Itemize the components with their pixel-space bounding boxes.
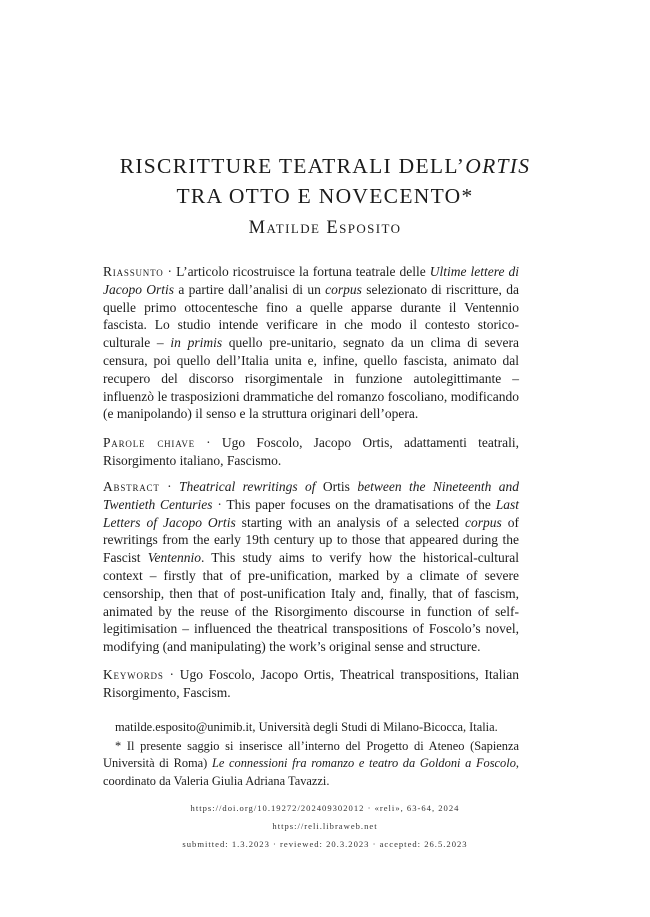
footnote-star — [103, 738, 519, 790]
author-name: Matilde Esposito — [248, 218, 402, 238]
abstract-text: of rewritings from the early 19th century up to those that appeared during the Fascist — [103, 514, 519, 566]
footnote-italic: Le connessioni fra romanzo e teatro da Goldoni a Foscolo — [211, 756, 516, 771]
riassunto-italic: corpus — [325, 281, 362, 297]
footnote-text: * Il presente saggio si inserisce all’interno del Progetto di Ateneo (Sapienza Università di Roma) — [103, 739, 519, 771]
parole-chiave-label: Parole chiave — [103, 435, 195, 450]
separator: · — [163, 667, 180, 682]
abstract-title-italic: Theatrical rewritings of — [178, 479, 316, 494]
abstract-title-italic: between the Nineteenth and Twentieth Centuries — [103, 479, 519, 512]
footnote-text: , coordinato da Valeria Giulia Adriana Tavazzi. — [103, 756, 519, 788]
parole-chiave-text: Ugo Foscolo, Jacopo Ortis, adattamenti teatrali, Risorgimento italiano, Fascismo. — [103, 435, 519, 468]
article-title-line-2: TRA OTTO E NOVECENTO* — [176, 184, 474, 208]
journal-url: https://reli.libraweb.net — [272, 821, 378, 831]
riassunto-italic: Ultime lettere di Jacopo Ortis — [103, 264, 519, 297]
abstract-text: . This study aims to verify how the historical-cultural context – firstly that of pre-unification, marked by a climate of severe censorship, then that of post-unification Italy and, finally, that of fascism, animated by the reuse of the Risorgimento discourse in function of self-legitimisation – influenced the theatrical transpositions of Foscolo’s novel, modifying (and manipulating) the work’s original sense and structure. — [103, 550, 519, 655]
abstract-title-plain: Ortis — [315, 479, 358, 494]
abstract-label: Abstract — [103, 479, 160, 494]
abstract-italic: Ventennio — [147, 550, 201, 566]
doi-line: https://doi.org/10.19272/202409302012 · «reli», 63-64, 2024 — [190, 803, 460, 813]
separator: · — [194, 435, 222, 450]
submission-dates: submitted: 1.3.2023 · reviewed: 20.3.2023 · accepted: 26.5.2023 — [182, 839, 468, 849]
riassunto-text: selezionato di riscritture, da quelle primo ottocentesche fino a quelle apparse durante il Ventennio fascista. Lo studio intende verificare in che modo il contesto storico-culturale – — [103, 281, 519, 351]
title-text: RISCRITTURE TEATRALI DELL’ — [119, 154, 466, 178]
riassunto-label: Riassunto — [103, 264, 164, 279]
parole-chiave-paragraph — [103, 434, 519, 470]
separator: · — [159, 479, 179, 494]
author-affiliation-note: matilde.esposito@unimib.it, Università degli Studi di Milano-Bicocca, Italia. — [115, 720, 498, 734]
abstract-paragraph — [103, 478, 519, 656]
abstract-italic: corpus — [465, 514, 502, 530]
keywords-text: Ugo Foscolo, Jacopo Ortis, Theatrical transpositions, Italian Risorgimento, Fascism. — [103, 667, 519, 700]
article-title-line-1 — [0, 151, 650, 181]
separator: · — [163, 264, 177, 279]
riassunto-text: L’articolo ricostruisce la fortuna teatrale delle — [176, 264, 430, 279]
riassunto-paragraph — [103, 263, 519, 423]
riassunto-text: quello pre-unitario, segnato da un clima di severa censura, poi quello dell’Italia unita e, infine, quello fascista, animato dal recupero del discorso risorgimentale in funzione autolegittimante – influenzò le trasposizioni drammatiche del romanzo foscoliano, modificando (e manipolando) il senso e la struttura originari dell’opera. — [103, 335, 519, 422]
keywords-paragraph — [103, 666, 519, 702]
abstract-italic: Last Letters of Jacopo Ortis — [103, 496, 519, 530]
keywords-label: Keywords — [103, 667, 164, 682]
riassunto-italic: in primis — [170, 335, 223, 351]
abstract-text: starting with an analysis of a selected — [235, 514, 466, 530]
title-italic-ortis: ORTIS — [465, 154, 531, 178]
abstract-text: · This paper focuses on the dramatisations of the — [212, 496, 496, 512]
riassunto-text: a partire dall’analisi di un — [174, 281, 326, 297]
